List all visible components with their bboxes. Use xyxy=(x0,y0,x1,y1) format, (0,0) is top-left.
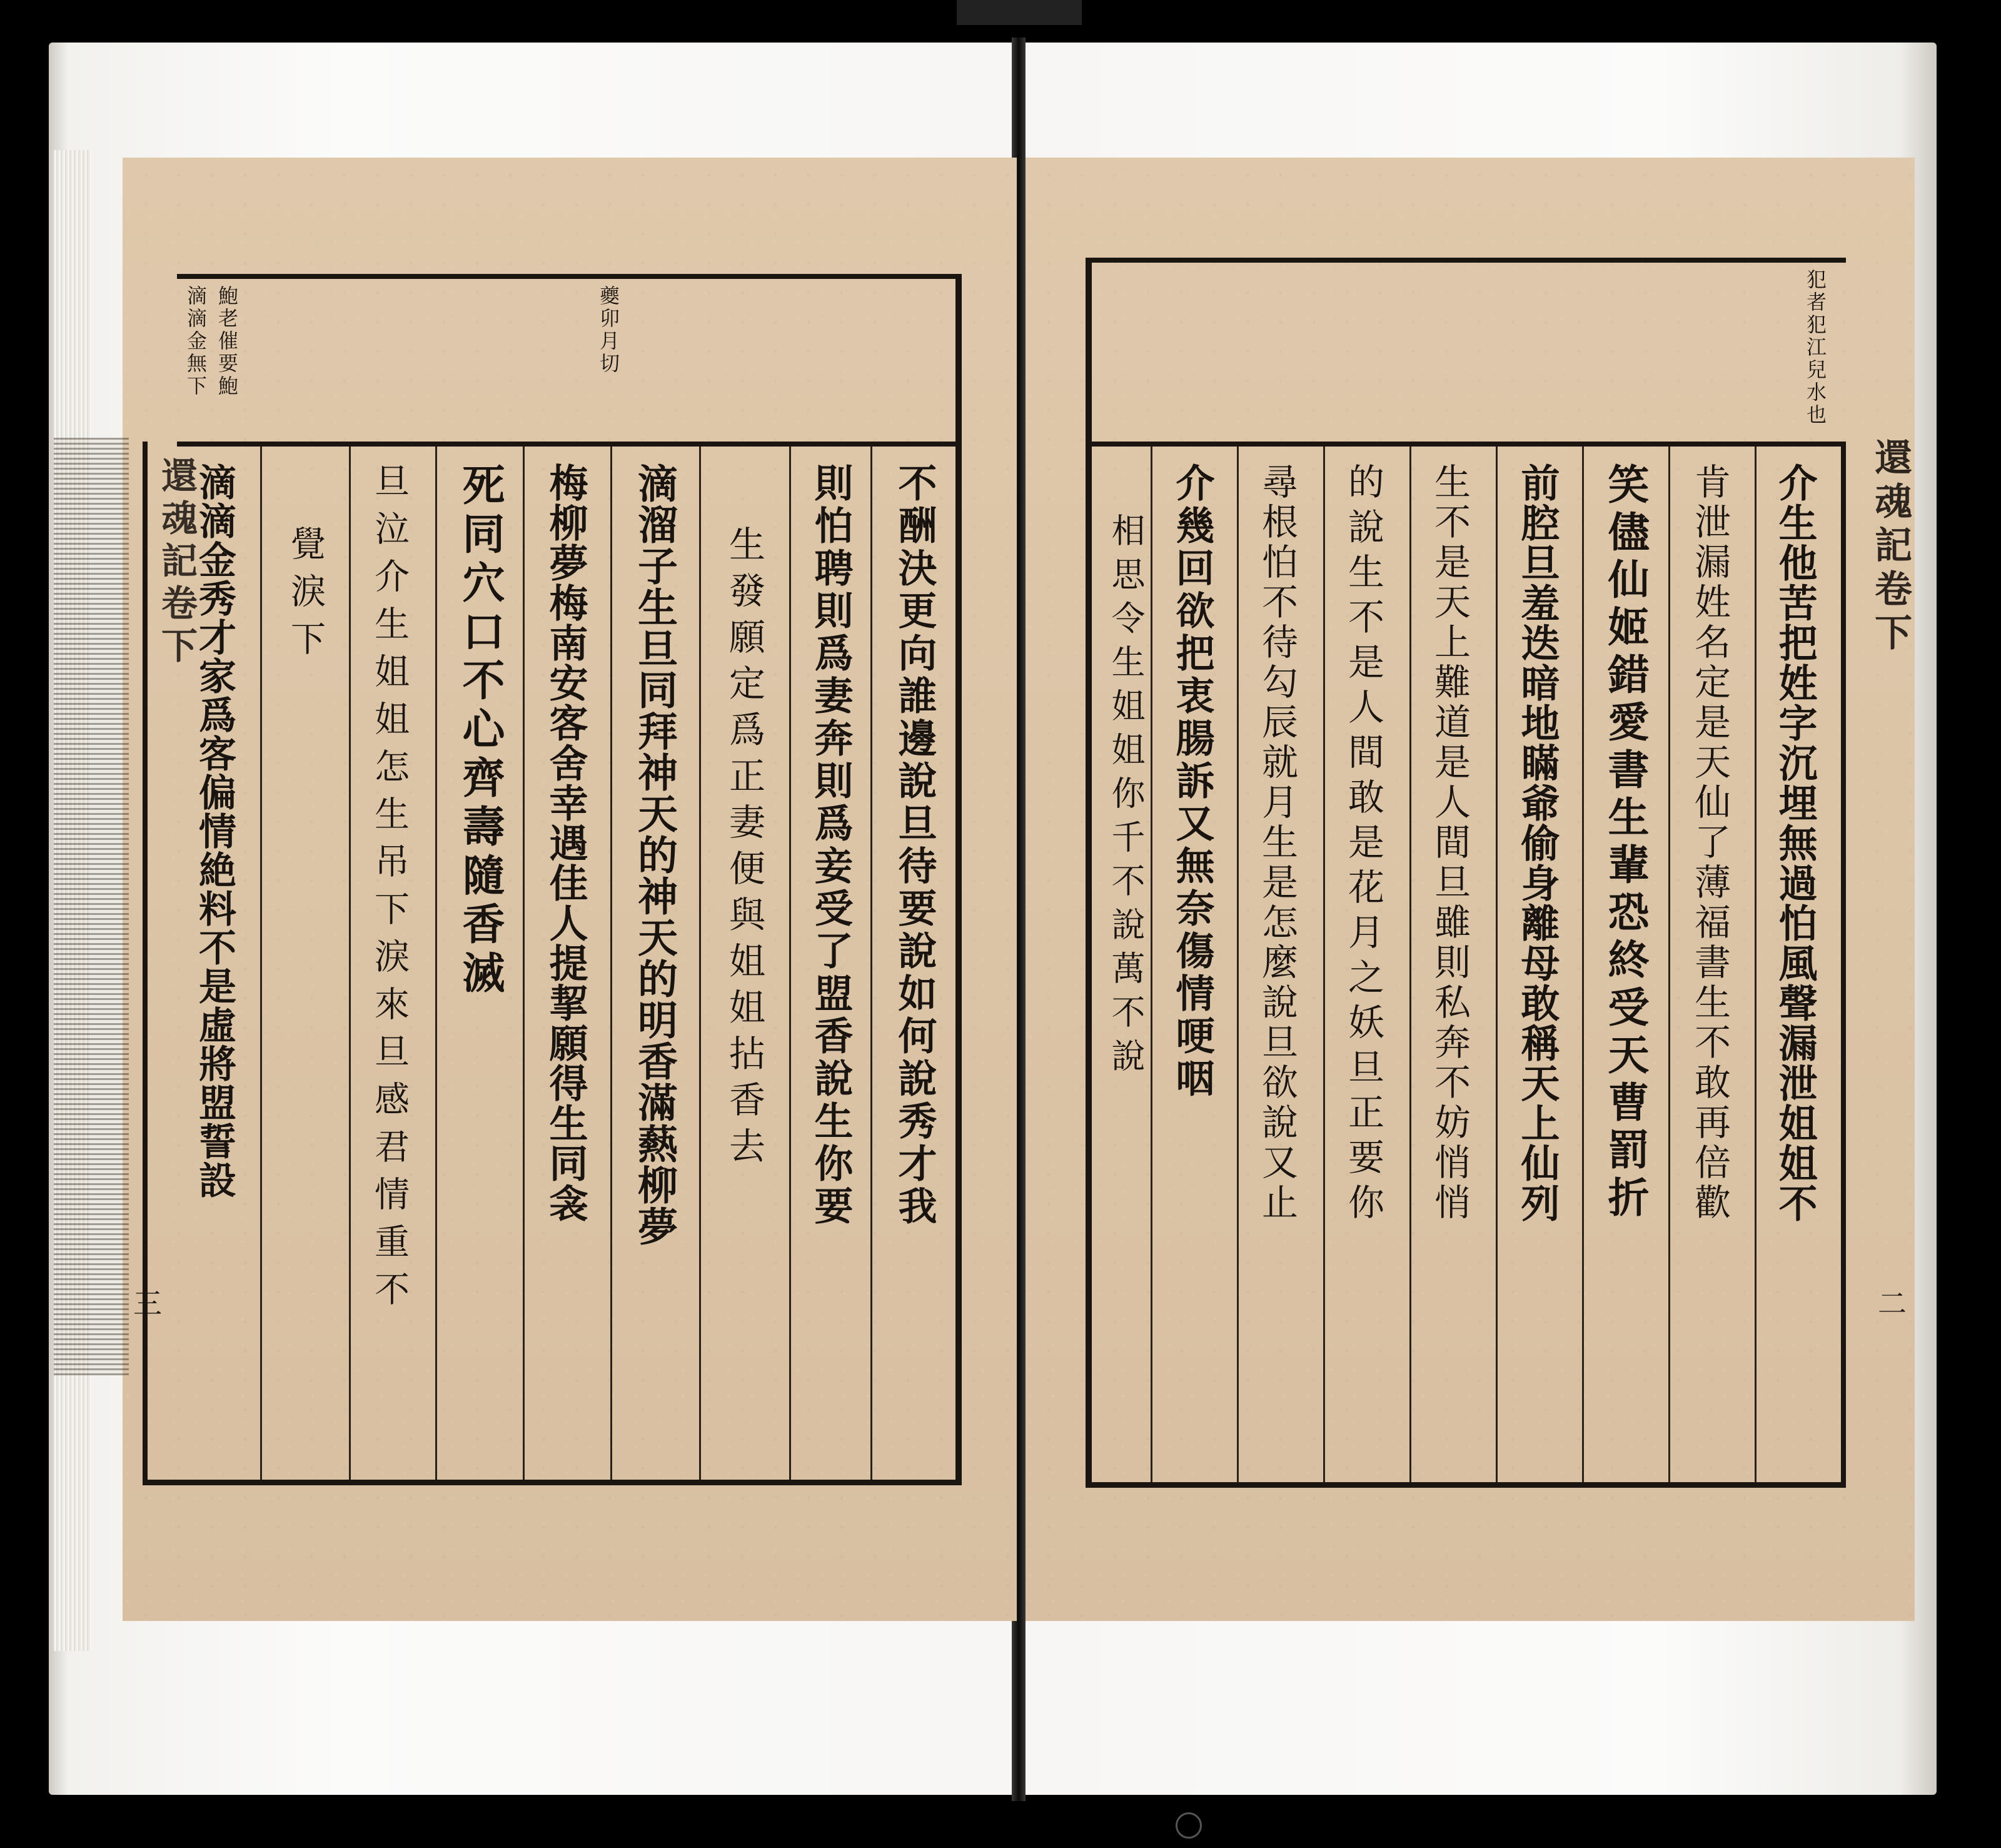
right-divider-1 xyxy=(1755,447,1757,1482)
right-divider-6 xyxy=(1323,447,1325,1482)
left-divider-4 xyxy=(610,447,612,1480)
right-outer-border xyxy=(1086,258,1092,1487)
left-headnote-1: 滴滴金無下 xyxy=(184,285,208,398)
right-column-5: 生不是天上難道是人間旦雖則私奔不妨悄悄 xyxy=(1428,463,1471,1223)
spine-top-strip xyxy=(957,0,1082,25)
right-headnote: 犯者犯江兒水也 xyxy=(1803,269,1827,427)
right-divider-4 xyxy=(1496,447,1498,1482)
left-divider-2 xyxy=(789,447,791,1480)
left-divider-1 xyxy=(870,447,872,1480)
left-outer-border xyxy=(955,274,962,1485)
left-headnote-3: 夔卯月切 xyxy=(597,285,620,375)
right-top-border xyxy=(1086,258,1846,263)
left-column-5: 梅柳夢梅南安客舍幸遇佳人提挈願得生同衾 xyxy=(543,463,588,1223)
left-column-2: 則怕聘則爲妻奔則爲妾受了盟香說生你要 xyxy=(808,463,854,1228)
left-column-9: 滴滴金秀才家爲客偏情絶料不是虛將盟誓設 xyxy=(193,463,236,1199)
right-column-8: 介幾回欲把衷腸訴又無奈傷情哽咽 xyxy=(1169,463,1215,1101)
left-divider-5 xyxy=(523,447,525,1480)
left-top-border xyxy=(177,274,960,279)
right-running-title: 還魂記卷下 xyxy=(1868,438,1912,657)
left-running-title: 還魂記卷下 xyxy=(155,457,198,669)
library-seal-icon xyxy=(1176,1812,1202,1839)
right-bottom-border xyxy=(1086,1482,1846,1488)
left-divider-3 xyxy=(699,447,701,1480)
right-column-1: 介生他苦把姓字沉埋無過怕風聲漏泄姐姐不 xyxy=(1772,463,1818,1223)
left-header-border xyxy=(177,442,960,447)
right-divider-3 xyxy=(1582,447,1584,1482)
right-column-2: 肯泄漏姓名定是天仙了薄福書生不敢再倍歡 xyxy=(1688,463,1731,1223)
left-divider-8 xyxy=(260,447,262,1480)
right-divider-2 xyxy=(1668,447,1670,1482)
right-divider-5 xyxy=(1409,447,1411,1482)
left-folio: 三 xyxy=(129,1288,163,1317)
right-folio: 二 xyxy=(1873,1288,1907,1317)
right-column-6: 的說生不是人間敢是花月之妖旦正要你 xyxy=(1342,463,1384,1228)
right-inner-border xyxy=(1841,442,1846,1487)
left-page-ink-bleed xyxy=(54,438,129,1376)
right-column-3: 笑儘仙姬錯愛書生輩恐終受天曹罰折 xyxy=(1601,463,1650,1223)
left-column-6: 死同穴口不心齊壽隨香滅 xyxy=(455,463,505,999)
left-column-4: 滴溜子生旦同拜神天的神天的明香滿爇柳夢 xyxy=(631,463,678,1247)
left-divider-6 xyxy=(435,447,437,1480)
left-bottom-border xyxy=(143,1480,962,1485)
left-headnote-2: 鮑老催要鮑 xyxy=(215,285,239,398)
right-column-9: 相思令生姐姐你千不說萬不說 xyxy=(1106,513,1146,1082)
right-column-4: 前腔旦羞迭暗地瞞爺偷身離母敢稱天上仙列 xyxy=(1515,463,1560,1223)
right-divider-7 xyxy=(1237,447,1239,1482)
right-header-border xyxy=(1086,442,1846,447)
left-column-7: 旦泣介生姐姐怎生吊下淚來旦感君情重不 xyxy=(369,463,410,1318)
right-column-7: 尋根怕不待勾辰就月生是怎麼說旦欲說又止 xyxy=(1256,463,1298,1223)
left-column-1: 不酬決更向誰邊說旦待要說如何說秀才我 xyxy=(892,463,937,1228)
left-column-8: 覺淚下 xyxy=(285,525,326,668)
left-divider-7 xyxy=(349,447,351,1480)
left-inner-border xyxy=(143,442,148,1485)
left-column-3: 生發願定爲正妻便與姐姐拈香去 xyxy=(723,525,765,1173)
right-divider-8 xyxy=(1151,447,1152,1482)
